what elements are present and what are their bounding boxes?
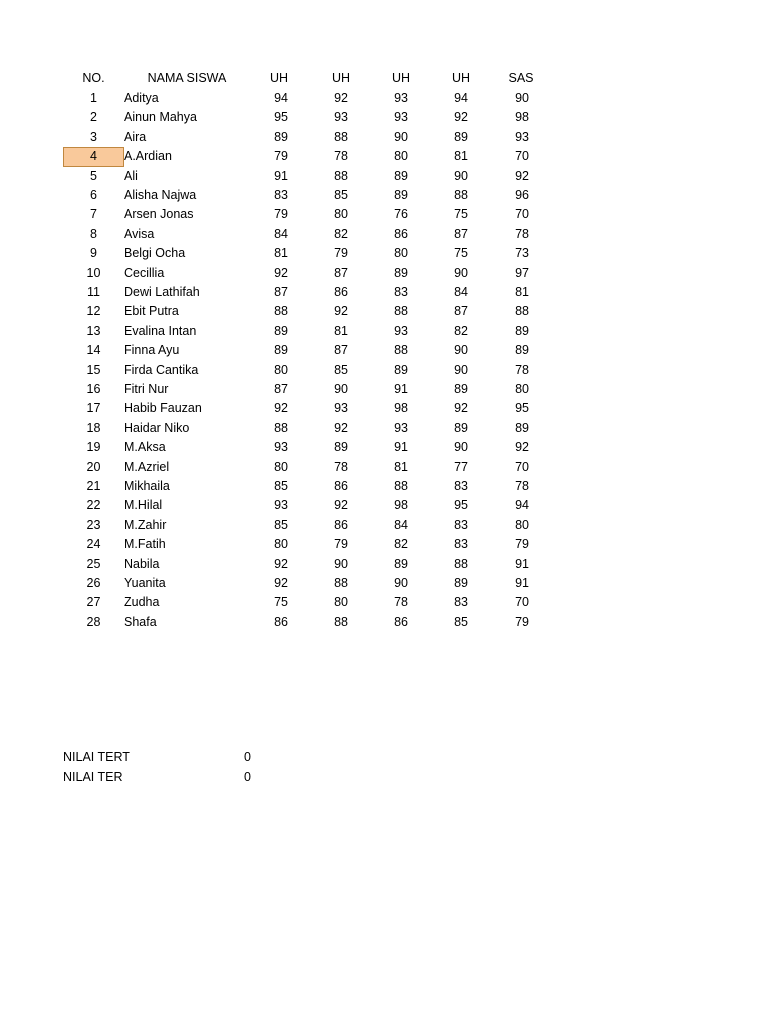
cell-sas[interactable]: 78 — [515, 362, 529, 377]
cell-uh-2[interactable]: 87 — [334, 343, 348, 358]
cell-sas[interactable]: 73 — [515, 246, 529, 261]
cell-nama-siswa[interactable]: Yuanita — [124, 576, 166, 590]
cell-uh-2[interactable]: 79 — [334, 537, 348, 552]
cell-no[interactable]: 22 — [86, 498, 101, 513]
cell-sas[interactable]: 92 — [515, 440, 529, 455]
cell-sas[interactable]: 92 — [515, 168, 529, 183]
cell-uh-2[interactable]: 87 — [334, 265, 348, 280]
cell-no[interactable]: 3 — [90, 129, 97, 144]
cell-uh-4[interactable]: 95 — [454, 498, 468, 513]
table-row — [0, 438, 768, 457]
cell-uh-4[interactable]: 83 — [454, 517, 468, 532]
header-uh-4[interactable]: UH — [451, 71, 471, 85]
header-uh-1[interactable]: UH — [269, 71, 289, 85]
cell-nama-siswa[interactable]: Zudha — [124, 595, 160, 610]
cell-sas[interactable]: 89 — [515, 323, 529, 338]
cell-nama-siswa[interactable]: Evalina Intan — [124, 323, 197, 338]
cell-uh-3[interactable]: 86 — [394, 226, 408, 241]
cell-uh-2[interactable]: 81 — [334, 323, 348, 338]
cell-uh-3[interactable]: 89 — [394, 362, 408, 377]
cell-uh-4[interactable]: 90 — [454, 440, 468, 455]
cell-nama-siswa[interactable]: M.Azriel — [124, 459, 170, 474]
cell-nama-siswa[interactable]: Belgi Ocha — [124, 246, 186, 261]
cell-no[interactable]: 10 — [86, 265, 101, 280]
table-row — [0, 516, 768, 535]
cell-uh-1[interactable]: 93 — [274, 498, 288, 513]
cell-no[interactable]: 25 — [86, 556, 101, 571]
cell-uh-3[interactable]: 89 — [394, 265, 408, 280]
cell-uh-2[interactable]: 79 — [334, 246, 348, 261]
cell-nama-siswa[interactable]: Dewi Lathifah — [124, 285, 200, 299]
cell-uh-1[interactable]: 75 — [274, 595, 288, 610]
table-row — [0, 322, 768, 341]
cell-sas[interactable]: 79 — [515, 614, 529, 629]
cell-uh-3[interactable]: 93 — [394, 323, 408, 338]
cell-uh-3[interactable]: 91 — [394, 440, 408, 455]
cell-sas[interactable]: 78 — [515, 226, 529, 241]
cell-nama-siswa[interactable]: Nabila — [124, 556, 160, 571]
cell-uh-2[interactable]: 92 — [334, 91, 348, 105]
cell-uh-2[interactable]: 85 — [334, 188, 348, 202]
cell-uh-2[interactable]: 82 — [334, 226, 348, 241]
cell-nama-siswa[interactable]: Finna Ayu — [124, 343, 180, 358]
summary-value[interactable]: 0 — [244, 750, 251, 764]
cell-uh-1[interactable]: 91 — [274, 168, 288, 183]
cell-uh-4[interactable]: 83 — [454, 479, 468, 493]
cell-uh-4[interactable]: 88 — [454, 556, 468, 571]
cell-no[interactable]: 6 — [90, 188, 97, 202]
cell-uh-3[interactable]: 84 — [394, 517, 408, 532]
cell-nama-siswa[interactable]: Arsen Jonas — [124, 207, 194, 222]
table-header-row — [0, 69, 768, 88]
cell-no[interactable]: 12 — [86, 304, 101, 319]
cell-sas[interactable]: 70 — [515, 595, 529, 610]
cell-uh-1[interactable]: 80 — [274, 362, 288, 377]
cell-sas[interactable]: 70 — [515, 459, 529, 474]
table-row — [0, 205, 768, 224]
cell-uh-2[interactable]: 90 — [334, 382, 348, 396]
cell-uh-4[interactable]: 84 — [454, 285, 468, 299]
table-row — [0, 302, 768, 321]
cell-uh-4[interactable]: 90 — [454, 265, 468, 280]
cell-uh-2[interactable]: 88 — [334, 614, 348, 629]
header-no[interactable]: NO. — [82, 71, 105, 85]
cell-uh-2[interactable]: 89 — [334, 440, 348, 455]
table-row — [0, 167, 768, 186]
cell-sas[interactable]: 93 — [515, 129, 529, 144]
cell-sas[interactable]: 70 — [515, 207, 529, 222]
cell-uh-1[interactable]: 88 — [274, 420, 288, 435]
cell-sas[interactable]: 80 — [515, 382, 529, 396]
cell-uh-2[interactable]: 78 — [334, 149, 348, 164]
cell-sas[interactable]: 89 — [515, 420, 529, 435]
cell-nama-siswa[interactable]: Avisa — [124, 226, 155, 241]
table-row — [0, 186, 768, 205]
table-row — [0, 128, 768, 147]
cell-sas[interactable]: 95 — [515, 401, 529, 416]
cell-sas[interactable]: 70 — [515, 149, 529, 164]
cell-uh-3[interactable]: 89 — [394, 556, 408, 571]
cell-sas[interactable]: 80 — [515, 517, 529, 532]
cell-uh-3[interactable]: 83 — [394, 285, 408, 299]
cell-uh-1[interactable]: 89 — [274, 129, 288, 144]
table-row — [0, 574, 768, 593]
cell-uh-1[interactable]: 87 — [274, 285, 288, 299]
summary-label[interactable]: NILAI TER — [63, 770, 123, 784]
cell-uh-2[interactable]: 88 — [334, 168, 348, 183]
cell-uh-2[interactable]: 80 — [334, 207, 348, 222]
cell-uh-4[interactable]: 89 — [454, 382, 468, 396]
cell-uh-3[interactable]: 93 — [394, 420, 408, 435]
cell-uh-4[interactable]: 89 — [454, 129, 468, 144]
cell-sas[interactable]: 90 — [515, 91, 529, 105]
cell-sas[interactable]: 89 — [515, 343, 529, 358]
cell-no[interactable]: 16 — [86, 382, 101, 396]
table-row — [0, 380, 768, 399]
cell-nama-siswa[interactable]: Cecillia — [124, 265, 165, 280]
table-row — [0, 419, 768, 438]
table-row — [0, 244, 768, 263]
cell-uh-4[interactable]: 77 — [454, 459, 468, 474]
table-row — [0, 477, 768, 496]
cell-nama-siswa[interactable]: M.Hilal — [124, 498, 163, 513]
cell-no[interactable]: 26 — [86, 576, 101, 590]
cell-nama-siswa[interactable]: Fitri Nur — [124, 382, 169, 396]
cell-nama-siswa[interactable]: Shafa — [124, 614, 157, 629]
cell-uh-4[interactable]: 90 — [454, 343, 468, 358]
cell-no[interactable]: 23 — [86, 517, 101, 532]
cell-uh-1[interactable]: 92 — [274, 401, 288, 416]
cell-nama-siswa[interactable]: M.Zahir — [124, 517, 167, 532]
cell-uh-1[interactable]: 94 — [274, 91, 288, 105]
cell-uh-2[interactable]: 88 — [334, 576, 348, 590]
cell-uh-4[interactable]: 89 — [454, 576, 468, 590]
cell-nama-siswa[interactable]: Ebit Putra — [124, 304, 179, 319]
cell-nama-siswa[interactable]: Mikhaila — [124, 479, 170, 493]
cell-uh-4[interactable]: 92 — [454, 110, 468, 125]
summary-row-nilai-ter — [0, 768, 768, 787]
summary-row-nilai-tert — [0, 748, 768, 767]
cell-uh-4[interactable]: 90 — [454, 168, 468, 183]
cell-nama-siswa[interactable]: M.Fatih — [124, 537, 166, 552]
cell-uh-3[interactable]: 76 — [394, 207, 408, 222]
cell-sas[interactable]: 79 — [515, 537, 529, 552]
cell-nama-siswa[interactable]: Aditya — [124, 91, 159, 105]
table-row — [0, 147, 768, 166]
cell-uh-2[interactable]: 80 — [334, 595, 348, 610]
cell-uh-3[interactable]: 82 — [394, 537, 408, 552]
header-uh-3[interactable]: UH — [391, 71, 411, 85]
cell-uh-1[interactable]: 88 — [274, 304, 288, 319]
cell-uh-3[interactable]: 90 — [394, 576, 408, 590]
cell-uh-1[interactable]: 93 — [274, 440, 288, 455]
cell-uh-2[interactable]: 78 — [334, 459, 348, 474]
cell-no[interactable]: 5 — [90, 168, 97, 183]
cell-no[interactable]: 11 — [87, 285, 100, 299]
cell-uh-2[interactable]: 90 — [334, 556, 348, 571]
cell-uh-1[interactable]: 86 — [274, 614, 288, 629]
cell-uh-1[interactable]: 81 — [274, 246, 288, 261]
cell-uh-2[interactable]: 86 — [334, 285, 348, 299]
cell-no[interactable]: 9 — [90, 246, 97, 261]
cell-uh-1[interactable]: 95 — [274, 110, 288, 125]
cell-nama-siswa[interactable]: M.Aksa — [124, 440, 166, 455]
cell-uh-1[interactable]: 80 — [274, 537, 288, 552]
cell-uh-4[interactable]: 88 — [454, 188, 468, 202]
cell-no[interactable]: 8 — [90, 226, 97, 241]
cell-uh-3[interactable]: 89 — [394, 188, 408, 202]
table-row — [0, 108, 768, 127]
table-row — [0, 399, 768, 418]
cell-uh-1[interactable]: 92 — [274, 556, 288, 571]
table-row — [0, 593, 768, 612]
cell-sas[interactable]: 88 — [515, 304, 529, 319]
cell-uh-3[interactable]: 89 — [394, 168, 408, 183]
cell-uh-3[interactable]: 81 — [394, 459, 408, 474]
cell-sas[interactable]: 91 — [515, 576, 529, 590]
cell-uh-2[interactable]: 93 — [334, 401, 348, 416]
cell-uh-3[interactable]: 98 — [394, 498, 408, 513]
cell-uh-4[interactable]: 81 — [454, 149, 468, 164]
cell-no[interactable]: 21 — [86, 479, 101, 493]
table-row — [0, 361, 768, 380]
cell-uh-3[interactable]: 98 — [394, 401, 408, 416]
cell-nama-siswa[interactable]: Alisha Najwa — [124, 188, 197, 202]
cell-uh-3[interactable]: 88 — [394, 343, 408, 358]
table-row — [0, 225, 768, 244]
selected-cell[interactable]: 4 — [63, 147, 124, 166]
cell-uh-3[interactable]: 93 — [394, 91, 408, 105]
cell-nama-siswa[interactable]: Ali — [124, 168, 138, 183]
cell-no[interactable]: 15 — [86, 362, 101, 377]
cell-sas[interactable]: 81 — [515, 285, 529, 299]
table-row — [0, 341, 768, 360]
cell-uh-1[interactable]: 92 — [274, 265, 288, 280]
cell-no[interactable]: 17 — [86, 401, 101, 416]
cell-no[interactable]: 13 — [86, 323, 101, 338]
cell-uh-4[interactable]: 83 — [454, 595, 468, 610]
cell-nama-siswa[interactable]: Firda Cantika — [124, 362, 199, 377]
table-row — [0, 496, 768, 515]
cell-uh-3[interactable]: 91 — [394, 382, 408, 396]
cell-uh-4[interactable]: 89 — [454, 420, 468, 435]
summary-label[interactable]: NILAI TERT — [63, 750, 130, 764]
cell-uh-1[interactable]: 85 — [274, 517, 288, 532]
cell-uh-4[interactable]: 90 — [454, 362, 468, 377]
cell-sas[interactable]: 78 — [515, 479, 529, 493]
cell-no[interactable]: 1 — [90, 91, 97, 105]
cell-nama-siswa[interactable]: Aira — [124, 129, 147, 144]
table-row — [0, 555, 768, 574]
header-nama-siswa[interactable]: NAMA SISWA — [147, 71, 227, 85]
cell-uh-3[interactable]: 80 — [394, 149, 408, 164]
cell-sas[interactable]: 98 — [515, 110, 529, 125]
cell-uh-2[interactable]: 92 — [334, 420, 348, 435]
cell-uh-2[interactable]: 85 — [334, 362, 348, 377]
cell-uh-2[interactable]: 86 — [334, 479, 348, 493]
cell-uh-3[interactable]: 86 — [394, 614, 408, 629]
cell-uh-1[interactable]: 79 — [274, 207, 288, 222]
cell-uh-4[interactable]: 85 — [454, 614, 468, 629]
cell-no[interactable]: 14 — [86, 343, 101, 358]
cell-uh-4[interactable]: 94 — [454, 91, 468, 105]
summary-value[interactable]: 0 — [244, 770, 251, 784]
cell-uh-1[interactable]: 89 — [274, 323, 288, 338]
table-row — [0, 613, 768, 632]
cell-no[interactable]: 2 — [90, 110, 97, 125]
cell-uh-4[interactable]: 75 — [454, 207, 468, 222]
cell-uh-2[interactable]: 88 — [334, 129, 348, 144]
cell-uh-4[interactable]: 87 — [454, 226, 468, 241]
cell-sas[interactable]: 96 — [515, 188, 529, 202]
cell-uh-4[interactable]: 87 — [454, 304, 468, 319]
cell-uh-1[interactable]: 80 — [274, 459, 288, 474]
cell-no[interactable]: 19 — [86, 440, 101, 455]
cell-nama-siswa[interactable]: Haidar Niko — [124, 420, 190, 435]
cell-uh-1[interactable]: 85 — [274, 479, 288, 493]
table-row — [0, 89, 768, 108]
header-sas[interactable]: SAS — [508, 71, 534, 85]
cell-uh-1[interactable]: 83 — [274, 188, 288, 202]
table-row — [0, 458, 768, 477]
cell-no[interactable]: 18 — [86, 420, 101, 435]
cell-nama-siswa[interactable]: Habib Fauzan — [124, 401, 202, 416]
cell-uh-2[interactable]: 93 — [334, 110, 348, 125]
cell-uh-1[interactable]: 84 — [274, 226, 288, 241]
cell-no[interactable]: 7 — [90, 207, 97, 222]
cell-uh-4[interactable]: 75 — [454, 246, 468, 261]
cell-uh-4[interactable]: 83 — [454, 537, 468, 552]
cell-uh-3[interactable]: 93 — [394, 110, 408, 125]
cell-uh-3[interactable]: 90 — [394, 129, 408, 144]
cell-uh-2[interactable]: 86 — [334, 517, 348, 532]
cell-no[interactable]: 24 — [86, 537, 101, 552]
cell-no[interactable]: 20 — [86, 459, 101, 474]
cell-uh-3[interactable]: 88 — [394, 479, 408, 493]
cell-nama-siswa[interactable]: A.Ardian — [124, 149, 172, 164]
cell-sas[interactable]: 97 — [515, 265, 529, 280]
cell-uh-4[interactable]: 82 — [454, 323, 468, 338]
cell-uh-4[interactable]: 92 — [454, 401, 468, 416]
cell-uh-1[interactable]: 89 — [274, 343, 288, 358]
table-row — [0, 535, 768, 554]
cell-no[interactable]: 28 — [86, 614, 101, 629]
cell-uh-3[interactable]: 88 — [394, 304, 408, 319]
table-row — [0, 283, 768, 302]
cell-uh-3[interactable]: 80 — [394, 246, 408, 261]
cell-uh-3[interactable]: 78 — [394, 595, 408, 610]
cell-nama-siswa[interactable]: Ainun Mahya — [124, 110, 197, 125]
cell-uh-1[interactable]: 79 — [274, 149, 288, 164]
cell-uh-1[interactable]: 92 — [274, 576, 288, 590]
cell-uh-2[interactable]: 92 — [334, 498, 348, 513]
header-uh-2[interactable]: UH — [331, 71, 351, 85]
cell-no[interactable]: 27 — [86, 595, 101, 610]
cell-sas[interactable]: 94 — [515, 498, 529, 513]
cell-uh-1[interactable]: 87 — [274, 382, 288, 396]
table-row — [0, 264, 768, 283]
cell-uh-2[interactable]: 92 — [334, 304, 348, 319]
cell-sas[interactable]: 91 — [515, 556, 529, 571]
